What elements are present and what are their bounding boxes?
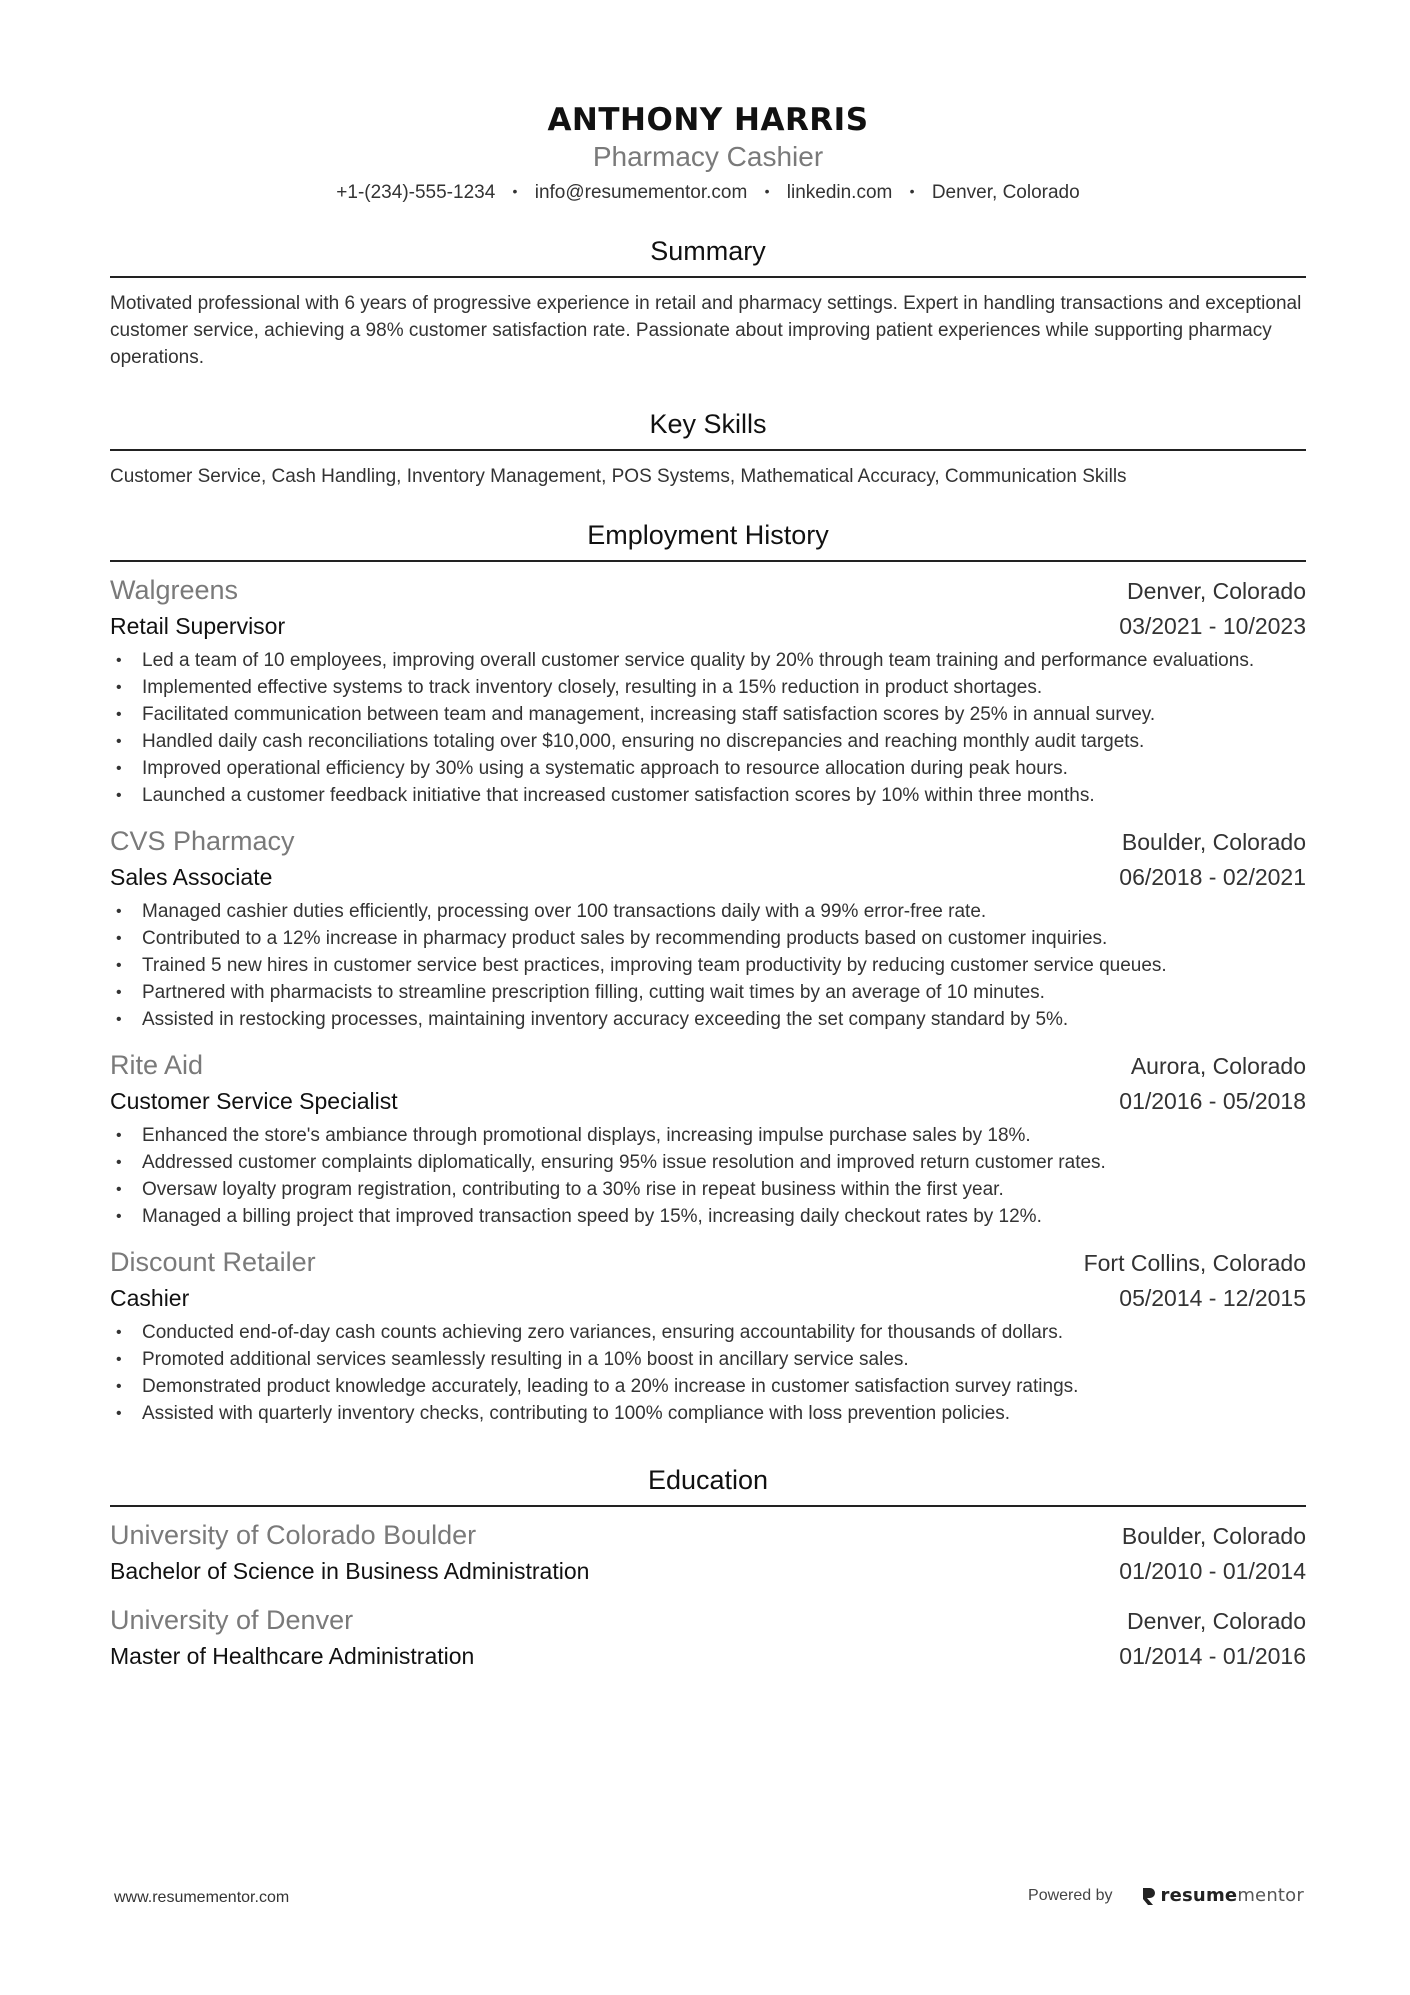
job-location: Aurora, Colorado xyxy=(1130,1053,1306,1079)
list-item: • Handled daily cash reconciliations totaling over $10,000, ensuring no discrepancies and reaching monthly audit targets. xyxy=(110,728,1306,755)
candidate-role: Pharmacy Cashier xyxy=(592,141,824,172)
contact-separator: • xyxy=(909,183,915,199)
list-item: • Improved operational efficiency by 30% using a systematic approach to resource allocation during peak hours. xyxy=(110,755,1306,782)
list-item: • Addressed customer complaints diplomatically, ensuring 95% issue resolution and improved return customer rates. xyxy=(110,1149,1306,1176)
job-bullets xyxy=(110,1122,1306,1230)
job-entry xyxy=(110,823,1306,1033)
contact-location: Denver, Colorado xyxy=(931,182,1080,203)
list-item: • Implemented effective systems to track inventory closely, resulting in a 15% reduction in product shortages. xyxy=(110,674,1306,701)
list-item: • Assisted in restocking processes, maintaining inventory accuracy exceeding the set company standard by 5%. xyxy=(110,1006,1306,1033)
degree-name: Master of Healthcare Administration xyxy=(110,1643,475,1669)
skills-section xyxy=(110,407,1306,490)
school-name: University of Colorado Boulder xyxy=(110,1520,477,1550)
education-dates: 01/2014 - 01/2016 xyxy=(1119,1643,1306,1669)
contact-separator: • xyxy=(512,183,518,199)
job-title: Cashier xyxy=(110,1285,190,1311)
list-item: • Enhanced the store's ambiance through promotional displays, increasing impulse purchase sales by 18%. xyxy=(110,1122,1306,1149)
employment-section xyxy=(110,518,1306,1427)
list-item: • Promoted additional services seamlessly resulting in a 10% boost in ancillary service sales. xyxy=(110,1346,1306,1373)
education-entry xyxy=(110,1517,1306,1588)
footer-branding xyxy=(1028,1885,1304,1906)
job-company: Discount Retailer xyxy=(110,1247,316,1277)
job-location: Fort Collins, Colorado xyxy=(1083,1250,1306,1276)
education-section xyxy=(110,1463,1306,1673)
list-item: • Managed a billing project that improved transaction speed by 15%, increasing daily checkout rates by 12%. xyxy=(110,1203,1306,1230)
education-dates: 01/2010 - 01/2014 xyxy=(1119,1558,1306,1584)
summary-heading: Summary xyxy=(110,234,1306,278)
resume-page xyxy=(110,0,1306,1673)
education-entry xyxy=(110,1602,1306,1673)
resumementor-logo[interactable] xyxy=(1161,1885,1304,1906)
contact-linkedin[interactable]: linkedin.com xyxy=(786,182,893,203)
page-footer xyxy=(114,1885,1304,1915)
job-bullets xyxy=(110,647,1306,809)
resumementor-logo-icon xyxy=(1141,1886,1157,1906)
job-title: Sales Associate xyxy=(110,864,273,890)
degree-name: Bachelor of Science in Business Administration xyxy=(110,1558,590,1584)
job-location: Boulder, Colorado xyxy=(1121,829,1306,855)
logo-text-bold: resume xyxy=(1160,1885,1238,1906)
job-company: CVS Pharmacy xyxy=(110,826,295,856)
job-entry xyxy=(110,572,1306,809)
list-item: • Conducted end-of-day cash counts achieving zero variances, ensuring accountability for thousands of dollars. xyxy=(110,1319,1306,1346)
list-item: • Managed cashier duties efficiently, processing over 100 transactions daily with a 99% error-free rate. xyxy=(110,898,1306,925)
skills-heading: Key Skills xyxy=(110,407,1306,451)
contact-line xyxy=(110,180,1306,206)
list-item: • Partnered with pharmacists to streamline prescription filling, cutting wait times by an average of 10 minutes. xyxy=(110,979,1306,1006)
list-item: • Trained 5 new hires in customer service best practices, improving team productivity by reducing customer service queues. xyxy=(110,952,1306,979)
candidate-name: ANTHONY HARRIS xyxy=(547,102,869,138)
school-location: Boulder, Colorado xyxy=(1121,1523,1306,1549)
job-bullets xyxy=(110,1319,1306,1427)
job-title: Customer Service Specialist xyxy=(110,1088,398,1114)
list-item: • Demonstrated product knowledge accurately, leading to a 20% increase in customer satisfaction survey ratings. xyxy=(110,1373,1306,1400)
resume-header xyxy=(110,0,1306,206)
contact-phone: +1-(234)-555-1234 xyxy=(336,182,496,203)
school-location: Denver, Colorado xyxy=(1127,1608,1306,1634)
powered-by-label: Powered by xyxy=(1028,1886,1113,1904)
summary-section xyxy=(110,234,1306,371)
job-location: Denver, Colorado xyxy=(1127,578,1306,604)
employment-heading: Employment History xyxy=(110,518,1306,562)
job-bullets xyxy=(110,898,1306,1033)
summary-text: Motivated professional with 6 years of progressive experience in retail and pharmacy settings. Expert in handling transactions and exceptional customer service, achieving a 98% customer satisfaction rate. Passionate about improving patient experiences while supporting pharmacy operations. xyxy=(110,293,1302,368)
school-name: University of Denver xyxy=(110,1605,354,1635)
education-heading: Education xyxy=(110,1463,1306,1507)
list-item: • Contributed to a 12% increase in pharmacy product sales by recommending products based on customer inquiries. xyxy=(110,925,1306,952)
job-company: Rite Aid xyxy=(110,1050,204,1080)
contact-separator: • xyxy=(764,183,770,199)
logo-text-light: mentor xyxy=(1237,1885,1304,1906)
job-company: Walgreens xyxy=(110,575,239,605)
job-dates: 03/2021 - 10/2023 xyxy=(1119,613,1306,639)
list-item: • Oversaw loyalty program registration, contributing to a 30% rise in repeat business within the first year. xyxy=(110,1176,1306,1203)
job-entry xyxy=(110,1047,1306,1230)
list-item: • Facilitated communication between team and management, increasing staff satisfaction scores by 25% in annual survey. xyxy=(110,701,1306,728)
job-dates: 01/2016 - 05/2018 xyxy=(1119,1088,1306,1114)
skills-text: Customer Service, Cash Handling, Inventory Management, POS Systems, Mathematical Accuracy, Communication Skills xyxy=(110,466,1127,487)
job-dates: 05/2014 - 12/2015 xyxy=(1119,1285,1306,1311)
job-title: Retail Supervisor xyxy=(110,613,286,639)
contact-email[interactable]: info@resumementor.com xyxy=(534,182,748,203)
list-item: • Launched a customer feedback initiative that increased customer satisfaction scores by 10% within three months. xyxy=(110,782,1306,809)
list-item: • Led a team of 10 employees, improving overall customer service quality by 20% through team training and performance evaluations. xyxy=(110,647,1306,674)
list-item: • Assisted with quarterly inventory checks, contributing to 100% compliance with loss prevention policies. xyxy=(110,1400,1306,1427)
footer-website-link[interactable]: www.resumementor.com xyxy=(114,1889,290,1906)
job-dates: 06/2018 - 02/2021 xyxy=(1119,864,1306,890)
job-entry xyxy=(110,1244,1306,1427)
